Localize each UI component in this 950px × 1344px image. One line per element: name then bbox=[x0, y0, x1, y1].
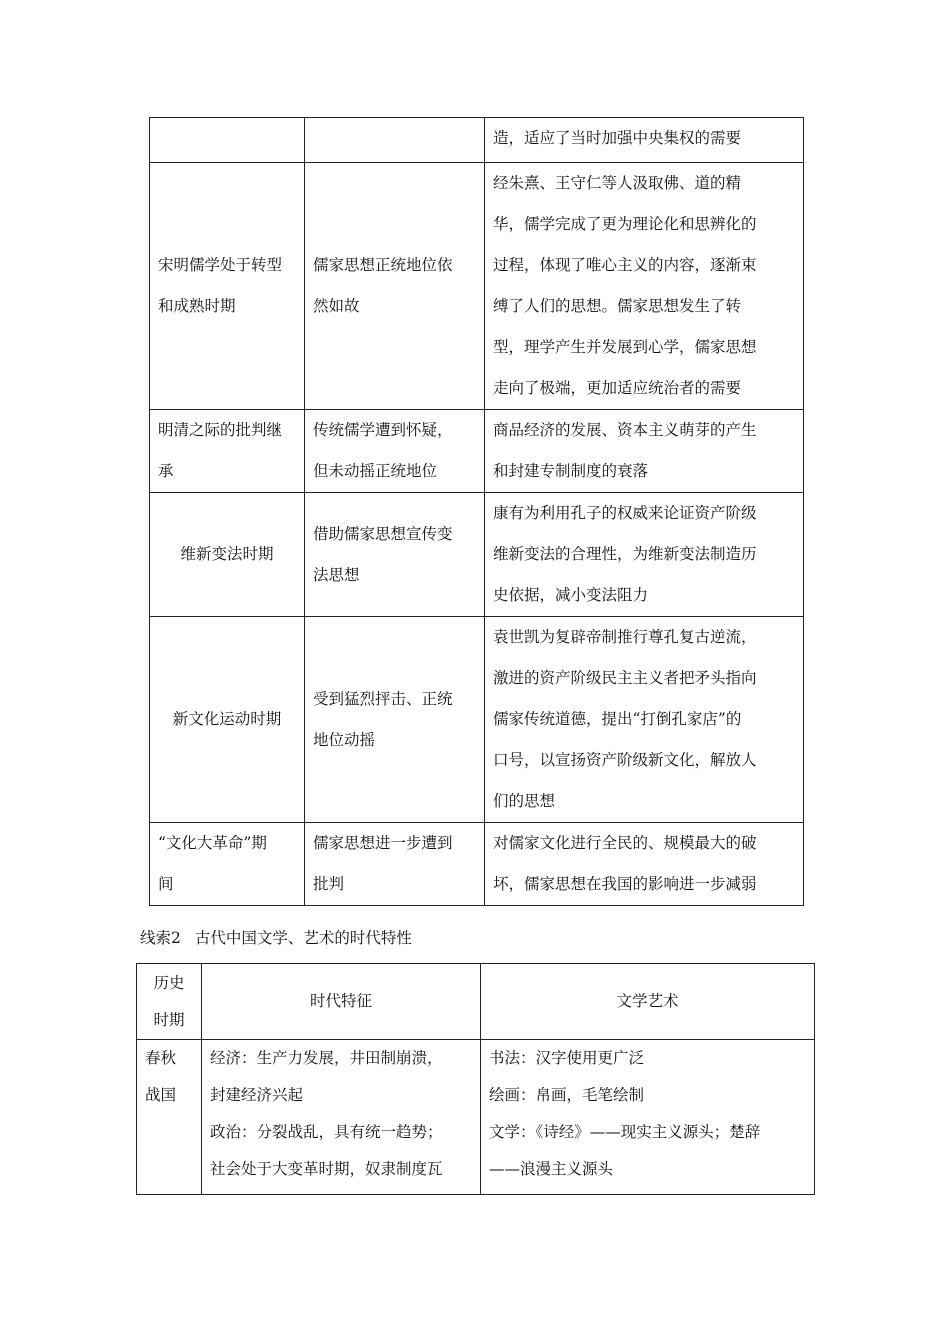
reason-line: 过程，体现了唯心主义的内容，逐渐束 bbox=[493, 256, 757, 274]
reason-line: 维新变法的合理性，为维新变法制造历 bbox=[493, 545, 757, 563]
status-line: 借助儒家思想宣传变 bbox=[313, 524, 453, 543]
period-cell bbox=[150, 163, 305, 410]
header-row bbox=[137, 964, 815, 1040]
status-cell bbox=[305, 410, 485, 493]
reason-line: 康有为利用孔子的权威来论证资产阶级 bbox=[493, 504, 757, 522]
reason-line: 史依据，减小变法阻力 bbox=[493, 586, 649, 604]
reason-line: 口号，以宣扬资产阶级新文化，解放人 bbox=[493, 751, 757, 769]
period-cell bbox=[150, 617, 305, 823]
caption-label: 线索2 bbox=[140, 929, 181, 947]
header-feature bbox=[202, 964, 481, 1040]
table-row bbox=[150, 163, 804, 410]
reason-line: 走向了极端，更加适应统治者的需要 bbox=[493, 379, 742, 397]
period-line: 承 bbox=[158, 462, 174, 480]
status-line: 但未动摇正统地位 bbox=[313, 462, 438, 480]
period-cell bbox=[150, 823, 305, 906]
header-arts bbox=[481, 964, 815, 1040]
reason-line: 袁世凯为复辟帝制推行尊孔复古逆流， bbox=[493, 628, 757, 646]
status-line: 传统儒学遭到怀疑， bbox=[313, 421, 453, 439]
status-cell bbox=[305, 617, 485, 823]
reason-line: 们的思想 bbox=[493, 792, 556, 810]
status-cell bbox=[305, 493, 485, 617]
period-cell bbox=[150, 118, 305, 163]
reason-line: 造，适应了当时加强中央集权的需要 bbox=[493, 129, 742, 147]
reason-line: 华，儒学完成了更为理论化和思辨化的 bbox=[493, 215, 757, 233]
period-line: 宋明儒学处于转型 bbox=[158, 256, 283, 274]
feature-line: 社会处于大变革时期，奴隶制度瓦 bbox=[210, 1160, 443, 1178]
arts-line: 文学：《诗经》——现实主义源头；楚辞 bbox=[489, 1123, 761, 1141]
period-cell bbox=[150, 493, 305, 617]
reason-cell bbox=[485, 493, 804, 617]
header-arts-label: 文学艺术 bbox=[616, 992, 679, 1010]
period-line: 和成熟时期 bbox=[158, 297, 236, 315]
feature-line: 经济：生产力发展，井田制崩溃， bbox=[210, 1049, 443, 1067]
period-line: 维新变法时期 bbox=[180, 545, 274, 563]
literature-arts-table bbox=[136, 963, 815, 1195]
reason-line: 儒家传统道德，提出“打倒孔家店”的 bbox=[493, 710, 742, 728]
status-line: 法思想 bbox=[313, 565, 360, 584]
reason-line: 对儒家文化进行全民的、规模最大的破 bbox=[493, 834, 757, 852]
reason-cell bbox=[485, 163, 804, 410]
header-period bbox=[137, 964, 202, 1040]
table-row bbox=[137, 1040, 815, 1195]
period-line: 战国 bbox=[145, 1086, 177, 1104]
period-line: “文化大革命”期 bbox=[158, 834, 267, 852]
header-feature-label: 时代特征 bbox=[309, 992, 372, 1010]
reason-cell bbox=[485, 410, 804, 493]
status-cell bbox=[305, 118, 485, 163]
status-cell bbox=[305, 163, 485, 410]
status-cell bbox=[305, 823, 485, 906]
confucianism-evolution-table bbox=[149, 117, 804, 906]
table-row bbox=[150, 823, 804, 906]
status-line: 批判 bbox=[313, 875, 345, 893]
period-line: 间 bbox=[158, 875, 174, 893]
status-line: 儒家思想正统地位依 bbox=[313, 256, 453, 274]
feature-line: 政治：分裂战乱，具有统一趋势； bbox=[210, 1123, 443, 1141]
reason-cell bbox=[485, 118, 804, 163]
table-row bbox=[150, 617, 804, 823]
period-cell bbox=[137, 1040, 202, 1195]
period-line: 新文化运动时期 bbox=[172, 710, 282, 728]
reason-cell bbox=[485, 617, 804, 823]
feature-cell bbox=[202, 1040, 481, 1195]
period-line: 明清之际的批判继 bbox=[158, 421, 283, 439]
status-line: 儒家思想进一步遭到 bbox=[313, 834, 453, 852]
status-line: 受到猛烈抨击、正统 bbox=[313, 689, 453, 708]
reason-line: 坏，儒家思想在我国的影响进一步减弱 bbox=[493, 875, 757, 893]
caption-title: 古代中国文学、艺术的时代特性 bbox=[194, 929, 412, 947]
table-row bbox=[150, 118, 804, 163]
period-line: 春秋 bbox=[145, 1049, 177, 1067]
reason-cell bbox=[485, 823, 804, 906]
status-line: 然如故 bbox=[313, 297, 360, 315]
arts-line: 书法：汉字使用更广泛 bbox=[489, 1049, 645, 1067]
arts-line: ——浪漫主义源头 bbox=[489, 1160, 614, 1178]
feature-line: 封建经济兴起 bbox=[210, 1086, 304, 1104]
reason-line: 型，理学产生并发展到心学，儒家思想 bbox=[493, 338, 757, 356]
reason-line: 缚了人们的思想。儒家思想发生了转 bbox=[493, 297, 742, 315]
table-row bbox=[150, 410, 804, 493]
reason-line: 经朱熹、王守仁等人汲取佛、道的精 bbox=[493, 174, 742, 192]
table-row bbox=[150, 493, 804, 617]
status-line: 地位动摇 bbox=[313, 730, 376, 749]
header-period-line: 时期 bbox=[153, 1010, 185, 1029]
arts-line: 绘画：帛画，毛笔绘制 bbox=[489, 1086, 645, 1104]
reason-line: 和封建专制制度的衰落 bbox=[493, 462, 649, 480]
reason-line: 激进的资产阶级民主主义者把矛头指向 bbox=[493, 669, 757, 687]
arts-cell bbox=[481, 1040, 815, 1195]
period-cell bbox=[150, 410, 305, 493]
reason-line: 商品经济的发展、资本主义萌芽的产生 bbox=[493, 421, 757, 439]
section-caption bbox=[140, 927, 412, 949]
header-period-line: 历史 bbox=[153, 973, 185, 992]
